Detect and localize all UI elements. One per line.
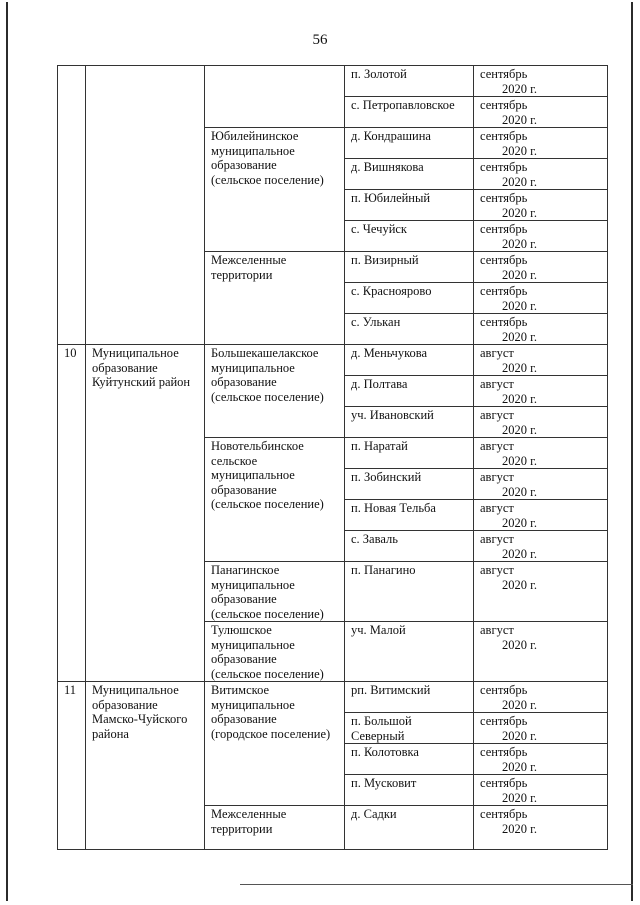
settlement-group-cell xyxy=(205,66,345,128)
settlement-cell: уч. Малой xyxy=(345,622,474,682)
date-cell: сентябрь 2020 г. xyxy=(474,713,608,744)
municipality-cell xyxy=(86,66,205,345)
settlement-cell: уч. Ивановский xyxy=(345,407,474,438)
date-cell: сентябрь 2020 г. xyxy=(474,806,608,850)
settlement-cell: с. Улькан xyxy=(345,314,474,345)
municipality-cell: Муниципальное образование Мамско-Чуйского района xyxy=(86,682,205,850)
date-cell: август 2020 г. xyxy=(474,376,608,407)
date-cell: сентябрь 2020 г. xyxy=(474,128,608,159)
settlement-cell: с. Заваль xyxy=(345,531,474,562)
row-number-cell xyxy=(58,66,86,345)
date-cell: август 2020 г. xyxy=(474,531,608,562)
date-cell: август 2020 г. xyxy=(474,562,608,622)
page-number: 56 xyxy=(312,32,328,48)
date-cell: сентябрь 2020 г. xyxy=(474,190,608,221)
settlement-cell: д. Вишнякова xyxy=(345,159,474,190)
table-row xyxy=(58,66,608,97)
date-cell: сентябрь 2020 г. xyxy=(474,682,608,713)
date-cell: сентябрь 2020 г. xyxy=(474,314,608,345)
settlement-cell: д. Меньчукова xyxy=(345,345,474,376)
settlement-cell: п. Панагино xyxy=(345,562,474,622)
settlement-group-cell: Панагинское муниципальное образование (сельское поселение) xyxy=(205,562,345,622)
table-row xyxy=(58,345,608,376)
date-cell: сентябрь 2020 г. xyxy=(474,744,608,775)
date-cell: сентябрь 2020 г. xyxy=(474,775,608,806)
date-cell: август 2020 г. xyxy=(474,345,608,376)
date-cell: сентябрь 2020 г. xyxy=(474,283,608,314)
settlement-cell: п. Юбилейный xyxy=(345,190,474,221)
settlement-cell: п. Колотовка xyxy=(345,744,474,775)
date-cell: август 2020 г. xyxy=(474,438,608,469)
settlement-cell: с. Петропавловское xyxy=(345,97,474,128)
settlement-cell: п. Наратай xyxy=(345,438,474,469)
settlement-cell: рп. Витимский xyxy=(345,682,474,713)
date-cell: август 2020 г. xyxy=(474,622,608,682)
settlement-cell: д. Полтава xyxy=(345,376,474,407)
settlement-group-cell: Новотельбинское сельское муниципальное образование (сельское поселение) xyxy=(205,438,345,562)
settlement-cell: п. Мусковит xyxy=(345,775,474,806)
date-cell: август 2020 г. xyxy=(474,469,608,500)
row-number-cell: 10 xyxy=(58,345,86,682)
row-number-cell: 11 xyxy=(58,682,86,850)
settlement-cell: с. Красноярово xyxy=(345,283,474,314)
settlement-group-cell: Витимское муниципальное образование (городское поселение) xyxy=(205,682,345,806)
settlement-group-cell: Юбилейнинское муниципальное образование (сельское поселение) xyxy=(205,128,345,252)
settlement-group-cell: Большекашелакское муниципальное образование (сельское поселение) xyxy=(205,345,345,438)
bottom-rule xyxy=(240,884,633,885)
settlement-group-cell: Межселенные территории xyxy=(205,252,345,345)
date-cell: август 2020 г. xyxy=(474,500,608,531)
municipality-cell: Муниципальное образование Куйтунский район xyxy=(86,345,205,682)
date-cell: сентябрь 2020 г. xyxy=(474,97,608,128)
date-cell: сентябрь 2020 г. xyxy=(474,252,608,283)
settlements-table xyxy=(57,65,608,850)
settlement-cell: п. Визирный xyxy=(345,252,474,283)
date-cell: сентябрь 2020 г. xyxy=(474,159,608,190)
settlement-cell: п. Большой Северный xyxy=(345,713,474,744)
settlement-cell: д. Садки xyxy=(345,806,474,850)
settlement-group-cell: Тулюшское муниципальное образование (сельское поселение) xyxy=(205,622,345,682)
table-row xyxy=(58,682,608,713)
settlement-cell: п. Зобинский xyxy=(345,469,474,500)
date-cell: сентябрь 2020 г. xyxy=(474,66,608,97)
settlement-group-cell: Межселенные территории xyxy=(205,806,345,850)
settlement-cell: п. Золотой xyxy=(345,66,474,97)
settlement-cell: п. Новая Тельба xyxy=(345,500,474,531)
settlement-cell: с. Чечуйск xyxy=(345,221,474,252)
date-cell: сентябрь 2020 г. xyxy=(474,221,608,252)
date-cell: август 2020 г. xyxy=(474,407,608,438)
settlement-cell: д. Кондрашина xyxy=(345,128,474,159)
